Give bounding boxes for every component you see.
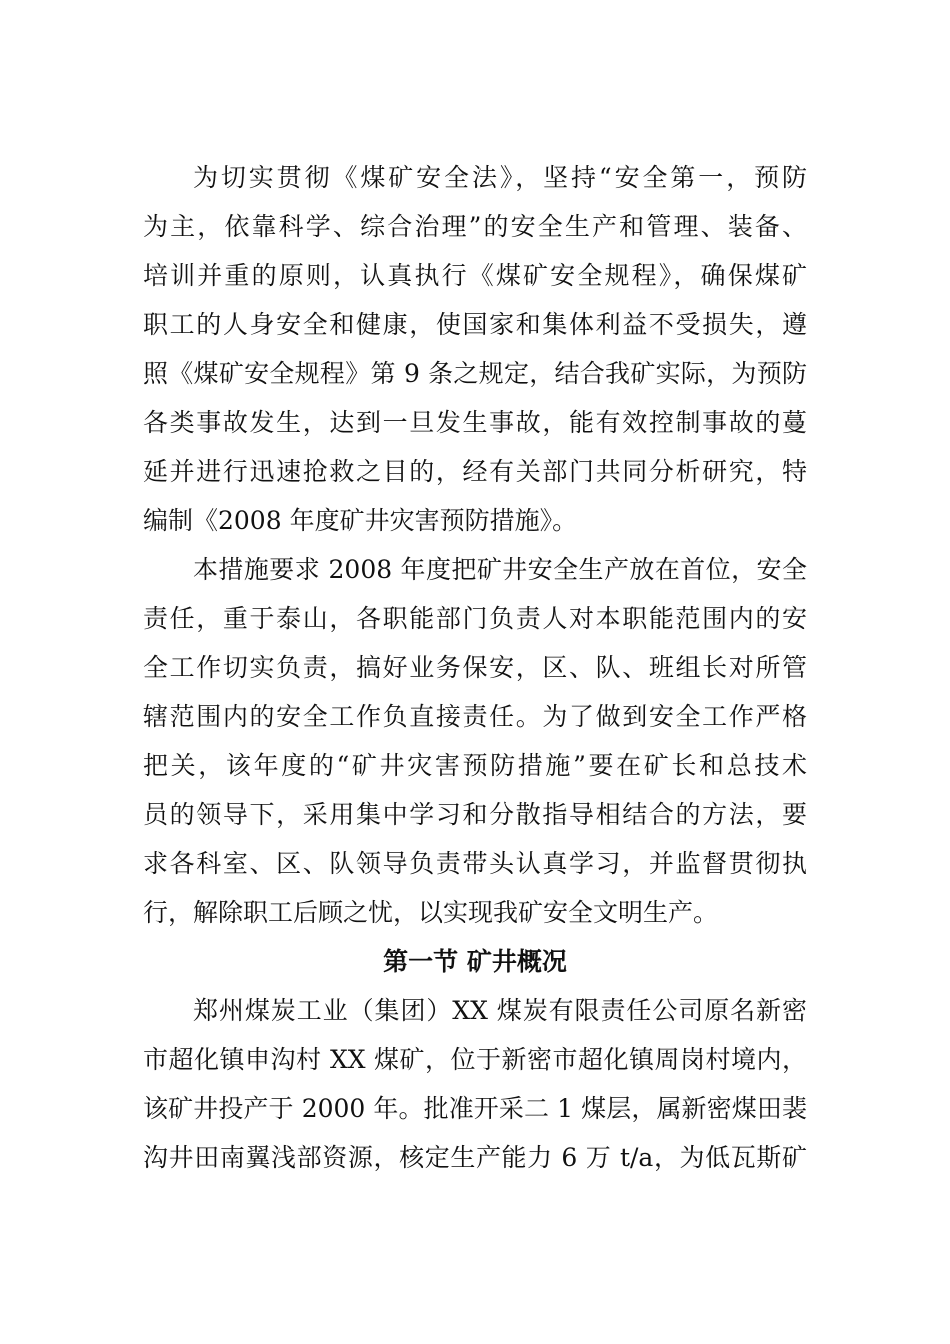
section-heading: 第一节 矿井概况 — [383, 947, 567, 976]
paragraph-line: 为主，依靠科学、综合治理”的安全生产和管理、装备、 — [143, 212, 807, 241]
paragraph-line: 照《煤矿安全规程》第 9 条之规定，结合我矿实际，为预防 — [143, 359, 807, 388]
paragraph-line: 全工作切实负责，搞好业务保安，区、队、班组长对所管 — [143, 653, 807, 682]
paragraph-line: 为切实贯彻《煤矿安全法》，坚持“安全第一，预防 — [193, 163, 807, 192]
paragraph-line: 培训并重的原则，认真执行《煤矿安全规程》，确保煤矿 — [143, 261, 807, 290]
paragraph-line: 该矿井投产于 2000 年。批准开采二 1 煤层，属新密煤田裴 — [143, 1094, 807, 1123]
paragraph-line: 市超化镇申沟村 XX 煤矿，位于新密市超化镇周岗村境内， — [143, 1045, 807, 1074]
paragraph-intro — [143, 153, 807, 545]
paragraph-line: 辖范围内的安全工作负直接责任。为了做到安全工作严格 — [143, 702, 807, 731]
paragraph-line: 本措施要求 2008 年度把矿井安全生产放在首位，安全 — [193, 555, 807, 584]
paragraph-line: 编制《2008 年度矿井灾害预防措施》。 — [143, 506, 578, 535]
paragraph-line: 职工的人身安全和健康，使国家和集体利益不受损失，遵 — [143, 310, 807, 339]
paragraph-line: 员的领导下，采用集中学习和分散指导相结合的方法，要 — [143, 800, 807, 829]
paragraph-line: 沟井田南翼浅部资源，核定生产能力 6 万 t/a，为低瓦斯矿 — [143, 1143, 807, 1172]
paragraph-line: 把关，该年度的“矿井灾害预防措施”要在矿长和总技术 — [143, 751, 807, 780]
document-body — [143, 153, 807, 1182]
paragraph-line: 责任，重于泰山，各职能部门负责人对本职能范围内的安 — [143, 604, 807, 633]
paragraph-line: 行，解除职工后顾之忧，以实现我矿安全文明生产。 — [143, 898, 719, 927]
paragraph-line: 各类事故发生，达到一旦发生事故，能有效控制事故的蔓 — [143, 408, 807, 437]
paragraph-line: 延并进行迅速抢救之目的，经有关部门共同分析研究，特 — [143, 457, 807, 486]
paragraph-mine-overview — [143, 986, 807, 1182]
paragraph-line: 求各科室、区、队领导负责带头认真学习，并监督贯彻执 — [143, 849, 807, 878]
paragraph-requirements — [143, 545, 807, 937]
paragraph-line: 郑州煤炭工业（集团）XX 煤炭有限责任公司原名新密 — [193, 996, 807, 1025]
